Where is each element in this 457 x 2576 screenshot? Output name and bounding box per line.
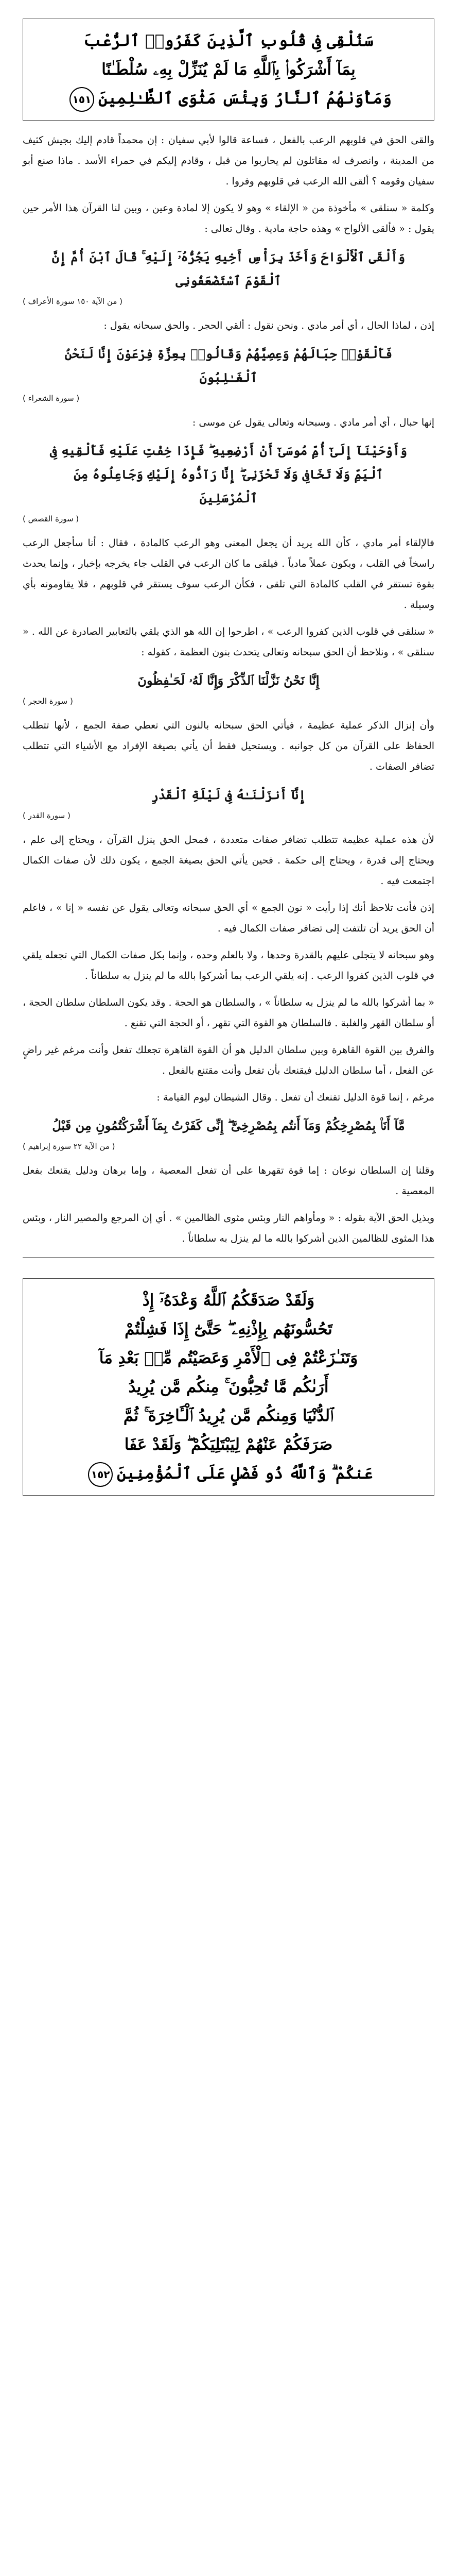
section-divider [23,1257,434,1258]
quote-reference: ( سورة الحجر ) [23,697,73,706]
footer-verse-line-7 [34,1459,423,1488]
quran-quote: فَأَلْقَوْا۟ حِبَالَهُمْ وَعِصِيَّهُمْ وَقَالُوا۟ بِعِزَّةِ فِرْعَوْنَ إِنَّا لَنَحْنُ ٱلْغَـٰلِبُونَ [64,346,393,385]
header-verse-line-3-text: وَمَأْوَىٰهُمُ ٱلنَّارُ وَبِئْسَ مَثْوَى ٱلظَّـٰلِمِينَ [98,89,392,108]
header-verse-box [23,19,434,121]
ayah-number-marker: ١٥١ [69,87,94,112]
footer-verse-box [23,1278,434,1496]
quote-reference: ( سورة القصص ) [23,514,79,523]
quran-quote: وَأَلْقَى ٱلْأَلْوَاحَ وَأَخَذَ بِرَأْسِ أَخِيهِ يَجُرُّهُۥٓ إِلَيْهِ ۚ قَالَ ٱبْنَ أُمَّ إِنَّ ٱلْقَوْمَ ٱسْتَضْعَفُونِى [51,249,406,288]
paragraph: وبذيل الحق الآية بقوله : « ومأواهم النار وبئس مثوى الظالمين » . أي إن المرجع والمصير النار ، وبئس هذا المثوى للظالمين الذين أشركوا بالله ما لم ينزل به سلطاناً . [23,1212,434,1244]
paragraph: وكلمة « سنلقى » مأخوذة من « الإلقاء » وهو لا يكون إلا لمادة وعين ، وبين لنا القرآن هذا الأمر حين يقول : « فألقى الألواح » وهذه حاجة مادية . وقال تعالى : [23,202,434,234]
footer-verse-line-7-text: عَنكُمْ ۗ وَٱللَّهُ ذُو فَضْلٍ عَلَى ٱلْمُؤْمِنِينَ [117,1464,373,1483]
paragraph: « بما أشركوا بالله ما لم ينزل به سلطاناً » ، والسلطان هو الحجة . وقد يكون السلطان سلطان الحجة ، أو سلطان القهر والغلبة . فالسلطان هو القوة التي تقهر ، أو الحجة التي تقنع . [23,997,434,1029]
header-verse-line-1: سَنُلْقِى فِى قُلُوبِ ٱلَّذِينَ كَفَرُوا۟ ٱلرُّعْبَ [83,31,374,50]
paragraph: فالإلقاء أمر مادي ، كأن الله يريد أن يجعل المعنى وهو الرعب كالمادة ، فقال : أنا سأجعل الرعب راسخاً في القلب ، ويكون عملاً مادياً . فيلقى ما كان الرعب في القلب جاء يخرجه بإخبار ، وإنما يحدث بقوة تستقر في القلب كالمادة التي تلقى ، فكأن الرعب سوف يستقر في قلوبهم ، فلا يقاومونه بأي وسيلة . [23,537,434,611]
footer-verse-line-1: وَلَقَدْ صَدَقَكُمُ ٱللَّهُ وَعْدَهُۥٓ إِذْ [142,1291,315,1310]
quran-quote: وَأَوْحَيْنَآ إِلَىٰٓ أُمِّ مُوسَىٰٓ أَنْ أَرْضِعِيهِ ۖ فَإِذَا خِفْتِ عَلَيْهِ فَأَلْقِيهِ فِى ٱلْيَمِّ وَلَا تَخَافِى وَلَا تَحْزَنِىٓ ۖ إِنَّا رَآدُّوهُ إِلَيْكِ وَجَاعِلُوهُ مِنَ ٱلْمُرْسَلِينَ [49,443,408,505]
paragraph: وقلنا إن السلطان نوعان : إما قوة تقهرها على أن تفعل المعصية ، وإما برهان ودليل يقنعك بفعل المعصية . [23,1165,434,1197]
paragraph: إنها حبال ، أي أمر مادي . وسبحانه وتعالى يقول عن موسى : [192,417,434,428]
paragraph: إذن فأنت تلاحظ أنك إذا رأيت « نون الجمع » أي الحق سبحانه وتعالى يقول عن نفسه « إنا » ، فاعلم أن الحق يريد أن تلتفت إلى تضافر صفات الكمال فيه . [23,902,434,934]
paragraph: « سنلقى في قلوب الذين كفروا الرعب » ، اطرحوا إن الله هو الذي يلقي بالتعابير الصادرة عن الله . « سنلقى » ، ونلاحظ أن الحق سبحانه وتعالى يتحدث بنون العظمة ، كقوله : [23,626,434,658]
quote-reference: ( سورة الشعراء ) [23,394,80,403]
paragraph: إذن ، لماذا الحال ، أي أمر مادي . ونحن نقول : ألقي الحجر . والحق سبحانه يقول : [103,320,434,331]
footer-verse-line-3: وَتَنَـٰزَعْتُمْ فِى ٱلْأَمْرِ وَعَصَيْتُم مِّنۢ بَعْدِ مَآ [99,1349,358,1367]
quran-quote: إِنَّآ أَنزَلْنَـٰهُ فِى لَيْلَةِ ٱلْقَدْرِ [151,787,306,802]
quran-quote: مَّآ أَنَا۠ بِمُصْرِخِكُمْ وَمَآ أَنتُم بِمُصْرِخِىَّ ۖ إِنِّى كَفَرْتُ بِمَآ أَشْرَكْتُمُونِ مِن قَبْلُ [52,1118,405,1133]
header-verse-line-3 [34,84,423,113]
quote-reference: ( سورة القدر ) [23,811,71,820]
footer-verse-line-5: ٱلدُّنْيَا وَمِنكُم مَّن يُرِيدُ ٱلْـَٔاخِرَةَ ۚ ثُمَّ [123,1406,334,1425]
quran-quote: إِنَّا نَحْنُ نَزَّلْنَا ٱلذِّكْرَ وَإِنَّا لَهُۥ لَحَـٰفِظُونَ [137,673,320,688]
paragraph: وهو سبحانه لا يتجلى عليهم بالقدرة وحدها ، ولا بالعلم وحده ، وإنما بكل صفات الكمال التي تجعله يلقي في قلوب الذين كفروا الرعب . إنه يلقي الرعب بما أشركوا بالله ما لم ينزل به سلطاناً . [23,950,434,981]
paragraph: لأن هذه عملية عظيمة تتطلب تضافر صفات متعددة ، فمحل الحق ينزل القرآن ، ويحتاج إلى علم ، ويحتاج إلى قدرة ، ويحتاج إلى حكمة . فحين يأتي الحق بصيغة الجمع ، يكون ذلك لأن صفات الكمال اجتمعت فيه . [23,834,434,887]
ayah-number-marker: ١٥٢ [88,1462,113,1487]
paragraph: وأن إنزال الذكر عملية عظيمة ، فيأتي الحق سبحانه بالنون التي تعطي صفة الجمع ، لأنها تتطلب الحفاظ على القرآن من كل جوانبه . ويستحيل فقط أن يأتي بصيغة الإفراد مع الأشياء التي تتطلب تضافر الصفات . [23,720,434,772]
footer-verse-line-6: صَرَفَكُمْ عَنْهُمْ لِيَبْتَلِيَكُمْ ۖ وَلَقَدْ عَفَا [124,1435,333,1454]
header-verse-line-2: بِمَآ أَشْرَكُوا۟ بِٱللَّهِ مَا لَمْ يُنَزِّلْ بِهِۦ سُلْطَـٰنًا [101,60,356,79]
paragraph: مرغم ، إنما قوة الدليل تقنعك أن تفعل . وقال الشيطان ليوم القيامة : [156,1092,434,1103]
quote-reference: ( من الآية ٢٢ سورة إبراهيم ) [23,1142,115,1151]
footer-verse-line-2: تَحُسُّونَهُم بِإِذْنِهِۦ ۖ حَتَّىٰٓ إِذَا فَشِلْتُمْ [125,1320,332,1338]
quote-reference: ( من الآية ١٥٠ سورة الأعراف ) [23,297,122,306]
paragraph: والقى الحق في قلوبهم الرعب بالفعل ، فساعة قالوا لأبي سفيان : إن محمداً قادم إليك بجيش كثيف من المدينة ، وانصرف له مقاتلون لم يحاربوا من قبل ، وقادم إليكم في حمراء الأسد . ماذا صنع أبو سفيان وقومه ؟ ألقى الله الرعب في قلوبهم وفروا . [23,134,434,187]
paragraph: والفرق بين القوة القاهرة وبين سلطان الدليل هو أن القوة القاهرة تجعلك تفعل وأنت مرغم غير راضٍ عن الفعل ، أما سلطان الدليل فيقنعك بأن تفعل وأنت مقتنع بالفعل . [23,1044,434,1076]
footer-verse-line-4: أَرَىٰكُم مَّا تُحِبُّونَ ۚ مِنكُم مَّن يُرِيدُ [128,1378,329,1396]
